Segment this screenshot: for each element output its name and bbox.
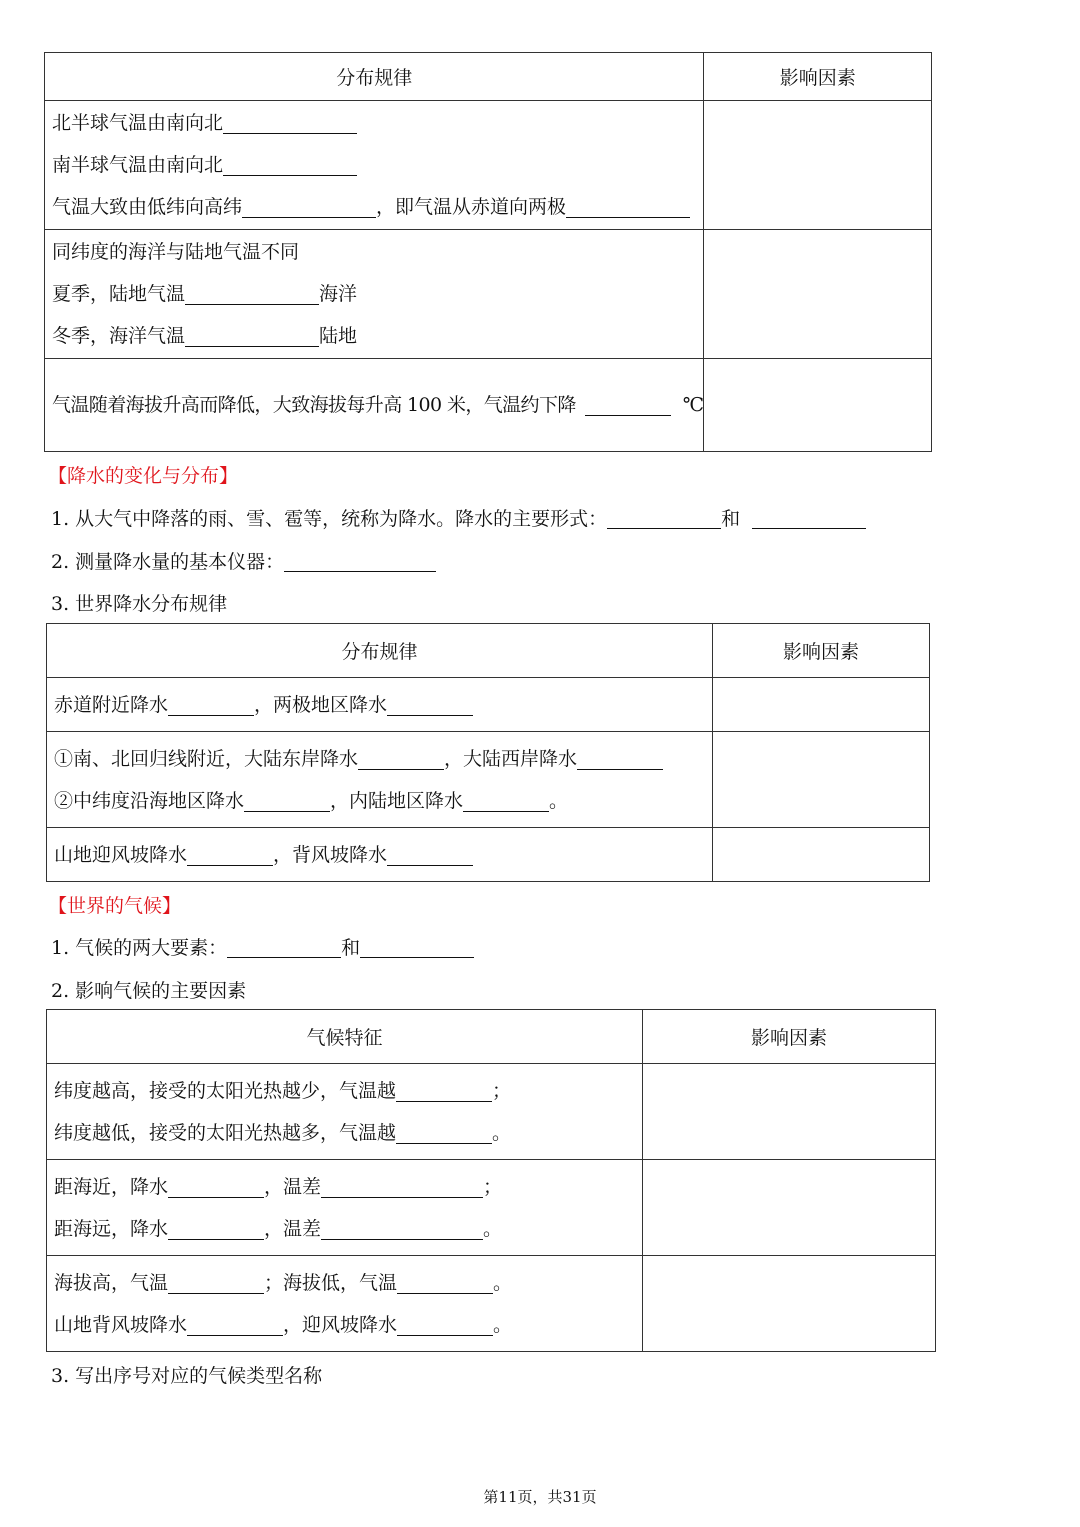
header-factors: 影响因素 [704, 53, 932, 101]
factor-cell[interactable] [713, 678, 930, 732]
precip-heading: 【降水的变化与分布】 [48, 465, 239, 487]
answer-blank[interactable] [607, 506, 721, 529]
answer-blank[interactable] [168, 1175, 264, 1198]
answer-blank[interactable] [585, 393, 671, 416]
precip-question-2: 2. 测量降水量的基本仪器： [51, 547, 436, 574]
factor-cell[interactable] [643, 1160, 936, 1256]
factor-cell[interactable] [713, 828, 930, 882]
answer-blank[interactable] [185, 282, 319, 305]
answer-blank[interactable] [242, 195, 376, 218]
climate-row-land-sea: 距海近，降水 ，温差 ； 距海远，降水 ，温差 。 [47, 1160, 643, 1256]
answer-blank[interactable] [223, 153, 357, 176]
precip-row-terrain: 山地迎风坡降水 ，背风坡降水 [47, 828, 713, 882]
climate-row-latitude: 纬度越高，接受的太阳光热越少，气温越 ； 纬度越低，接受的太阳光热越多，气温越 。 [47, 1064, 643, 1160]
page-number: 第11页，共31页 [483, 1488, 597, 1506]
answer-blank[interactable] [284, 549, 436, 572]
answer-blank[interactable] [397, 1271, 493, 1294]
answer-blank[interactable] [387, 843, 473, 866]
temp-row-altitude: 气温随着海拔升高而降低，大致海拔每升高 100 米，气温约下降 ℃ [45, 359, 704, 452]
header-distribution: 分布规律 [45, 53, 704, 101]
answer-blank[interactable] [223, 111, 357, 134]
answer-blank[interactable] [396, 1079, 492, 1102]
temp-row-latitude: 北半球气温由南向北 南半球气温由南向北 气温大致由低纬向高纬 ，即气温从赤道向两极 [45, 101, 704, 230]
answer-blank[interactable] [577, 747, 663, 770]
answer-blank[interactable] [463, 789, 549, 812]
header-factors: 影响因素 [643, 1010, 936, 1064]
answer-blank[interactable] [168, 1217, 264, 1240]
answer-blank[interactable] [396, 1121, 492, 1144]
answer-blank[interactable] [360, 935, 474, 958]
answer-blank[interactable] [185, 324, 319, 347]
precip-row-land-sea: ①南、北回归线附近，大陆东岸降水 ，大陆西岸降水 ②中纬度沿海地区降水 ，内陆地区降水 。 [47, 732, 713, 828]
answer-blank[interactable] [187, 843, 273, 866]
climate-table [46, 1009, 936, 1352]
factor-cell[interactable] [704, 101, 932, 230]
factor-cell[interactable] [704, 230, 932, 359]
answer-blank[interactable] [566, 195, 690, 218]
answer-blank[interactable] [168, 693, 254, 716]
temperature-table [44, 52, 932, 452]
answer-blank[interactable] [168, 1271, 264, 1294]
factor-cell[interactable] [643, 1064, 936, 1160]
answer-blank[interactable] [387, 693, 473, 716]
answer-blank[interactable] [187, 1313, 283, 1336]
climate-row-terrain: 海拔高，气温 ；海拔低，气温 。 山地背风坡降水 ，迎风坡降水 。 [47, 1256, 643, 1352]
factor-cell[interactable] [643, 1256, 936, 1352]
answer-blank[interactable] [244, 789, 330, 812]
answer-blank[interactable] [397, 1313, 493, 1336]
precip-question-3: 3. 世界降水分布规律 [51, 593, 228, 615]
answer-blank[interactable] [321, 1217, 483, 1240]
climate-question-3: 3. 写出序号对应的气候类型名称 [51, 1365, 323, 1387]
answer-blank[interactable] [227, 935, 341, 958]
header-factors: 影响因素 [713, 624, 930, 678]
precip-question-1: 1. 从大气中降落的雨、雪、雹等，统称为降水。降水的主要形式： 和 [51, 504, 866, 531]
answer-blank[interactable] [321, 1175, 483, 1198]
climate-question-1: 1. 气候的两大要素： 和 [51, 933, 474, 960]
climate-question-2: 2. 影响气候的主要因素 [51, 980, 247, 1002]
factor-cell[interactable] [704, 359, 932, 452]
precip-row-latitude: 赤道附近降水 ，两极地区降水 [47, 678, 713, 732]
header-climate-feature: 气候特征 [47, 1010, 643, 1064]
header-distribution: 分布规律 [47, 624, 713, 678]
temp-row-land-sea: 同纬度的海洋与陆地气温不同 夏季，陆地气温 海洋 冬季，海洋气温 陆地 [45, 230, 704, 359]
precipitation-table [46, 623, 930, 882]
answer-blank[interactable] [358, 747, 444, 770]
climate-heading: 【世界的气候】 [48, 895, 182, 917]
answer-blank[interactable] [752, 506, 866, 529]
factor-cell[interactable] [713, 732, 930, 828]
